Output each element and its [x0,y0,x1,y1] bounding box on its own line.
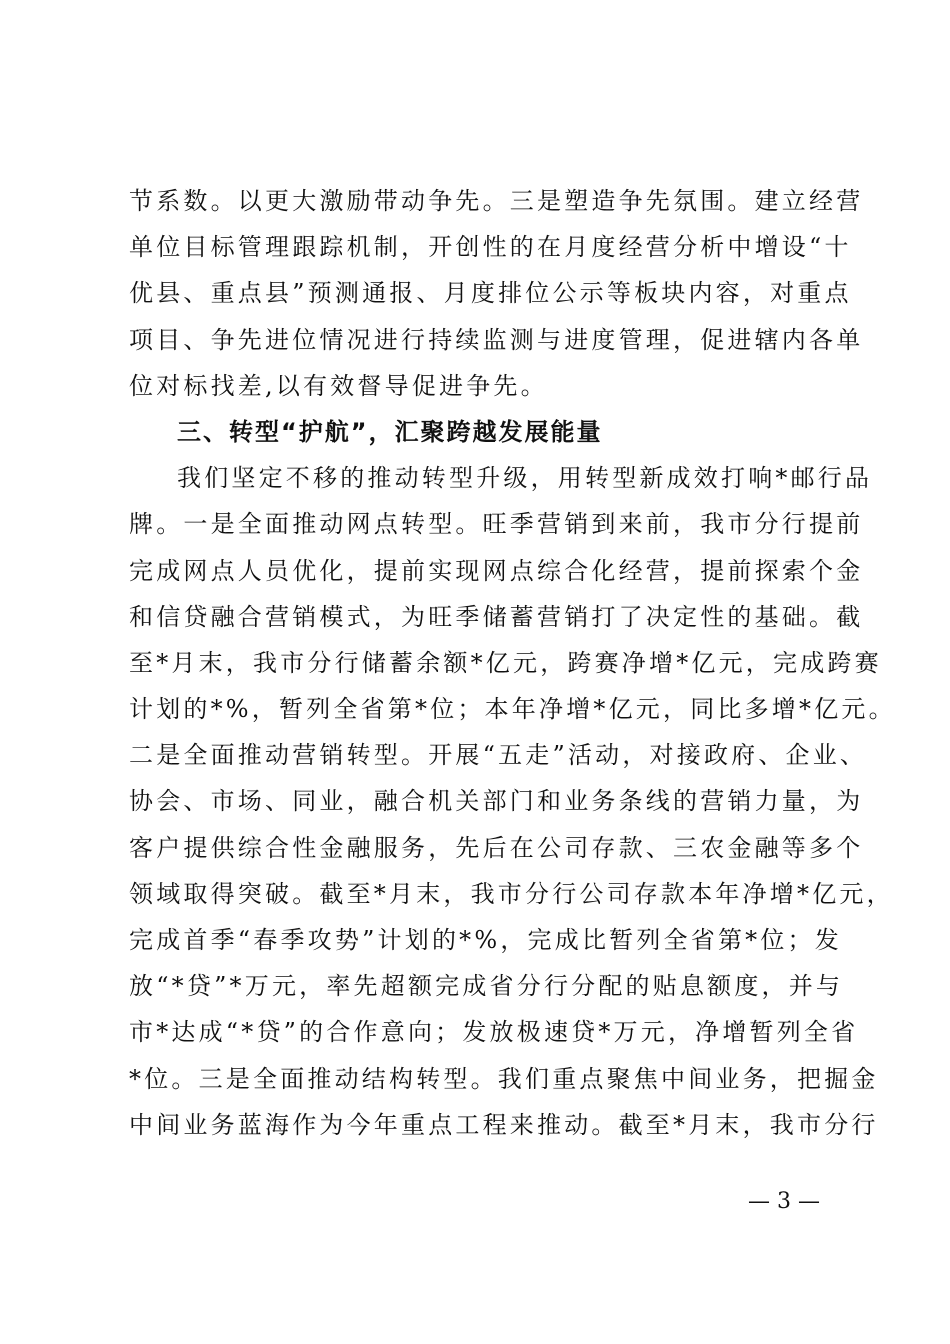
text-line: 节系数。以更大激励带动争先。三是塑造争先氛围。建立经营 [129,187,864,215]
text-line: *位。三是全面推动结构转型。我们重点聚焦中间业务，把掘金 [129,1064,879,1093]
text-line: 放“*贷”*万元，率先超额完成省分行分配的贴息额度，并与 [129,972,844,1001]
text-line: 市*达成“*贷”的合作意向；发放极速贷*万元，净增暂列全省 [129,1018,859,1047]
section-heading: 三、转型“护航”，汇聚跨越发展能量 [177,417,603,446]
text-line: 我们坚定不移的推动转型升级，用转型新成效打响*邮行品 [177,464,873,493]
text-line: 位对标找差,以有效督导促进争先。 [129,371,548,400]
text-line: 计划的*%，暂列全省第*位；本年净增*亿元，同比多增*亿元。 [129,695,896,724]
text-line: 项目、争先进位情况进行持续监测与进度管理，促进辖内各单 [129,325,864,354]
text-line: 完成网点人员优化，提前实现网点综合化经营，提前探索个金 [129,556,864,585]
text-line: 中间业务蓝海作为今年重点工程来推动。截至*月末，我市分行 [129,1110,879,1139]
text-line: 二是全面推动营销转型。开展“五走”活动，对接政府、企业、 [129,741,868,770]
text-line: 领域取得突破。截至*月末，我市分行公司存款本年净增*亿元， [129,879,894,908]
page-number: — 3 — [748,1189,820,1214]
text-line: 单位目标管理跟踪机制，开创性的在月度经营分析中增设“十 [129,233,852,262]
text-line: 优县、重点县”预测通报、月度排位公示等板块内容，对重点 [129,279,852,308]
text-line: 和信贷融合营销模式，为旺季储蓄营销打了决定性的基础。截 [129,602,864,631]
text-line: 客户提供综合性金融服务，先后在公司存款、三农金融等多个 [129,833,864,862]
text-line: 至*月末，我市分行储蓄余额*亿元，跨赛净增*亿元，完成跨赛 [129,648,882,677]
text-line: 协会、市场、同业，融合机关部门和业务条线的营销力量，为 [129,787,864,816]
text-line: 牌。一是全面推动网点转型。旺季营销到来前，我市分行提前 [129,510,864,539]
body-text [129,178,896,1148]
text-line: 完成首季“春季攻势”计划的*%，完成比暂列全省第*位；发 [129,926,842,954]
